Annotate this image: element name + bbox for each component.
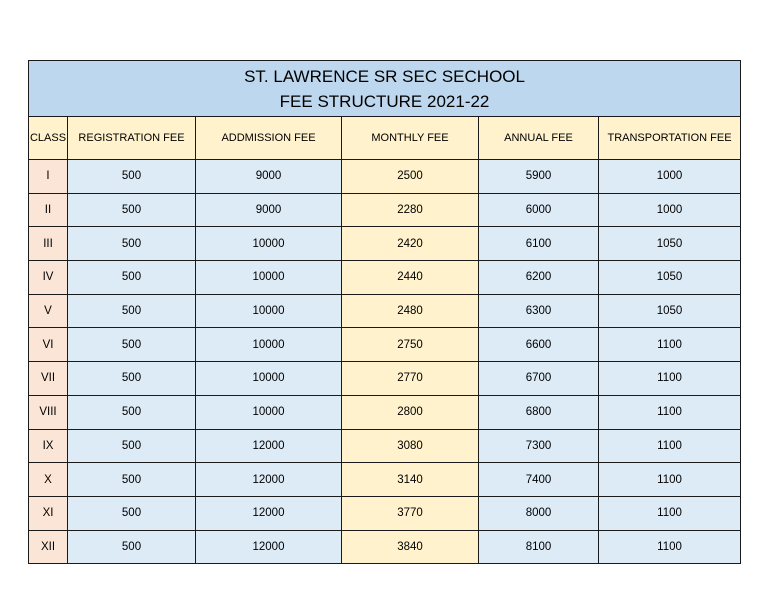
registration-fee-cell: 500 [68,328,196,362]
transportation-fee-cell: 1100 [599,362,741,396]
annual-fee-cell: 8100 [479,530,599,564]
registration-fee-cell: 500 [68,395,196,429]
table-row [29,496,741,530]
registration-fee-cell: 500 [68,496,196,530]
class-cell: I [29,160,68,194]
annual-fee-cell: 8000 [479,496,599,530]
monthly-fee-cell: 3140 [342,463,479,497]
class-cell: IX [29,429,68,463]
table-row [29,193,741,227]
transportation-fee-cell: 1000 [599,160,741,194]
admission-fee-cell: 12000 [196,429,342,463]
annual-fee-cell: 7300 [479,429,599,463]
admission-fee-cell: 10000 [196,261,342,295]
monthly-fee-cell: 3080 [342,429,479,463]
transportation-fee-cell: 1100 [599,530,741,564]
table-row [29,294,741,328]
class-cell: XII [29,530,68,564]
class-cell: II [29,193,68,227]
monthly-fee-cell: 2280 [342,193,479,227]
admission-fee-cell: 10000 [196,328,342,362]
header-registration-fee: REGISTRATION FEE [68,117,196,160]
monthly-fee-cell: 2480 [342,294,479,328]
header-transportation-fee: TRANSPORTATION FEE [599,117,741,160]
monthly-fee-cell: 3840 [342,530,479,564]
transportation-fee-cell: 1100 [599,463,741,497]
title-row [29,61,741,117]
fee-structure-table [28,60,741,564]
table-row [29,362,741,396]
header-row [29,117,741,160]
table-row [29,530,741,564]
admission-fee-cell: 10000 [196,395,342,429]
header-class: CLASS [29,117,68,160]
transportation-fee-cell: 1100 [599,395,741,429]
admission-fee-cell: 9000 [196,160,342,194]
table-body [29,160,741,564]
registration-fee-cell: 500 [68,362,196,396]
annual-fee-cell: 5900 [479,160,599,194]
monthly-fee-cell: 2750 [342,328,479,362]
class-cell: VIII [29,395,68,429]
monthly-fee-cell: 2800 [342,395,479,429]
header-annual-fee: ANNUAL FEE [479,117,599,160]
annual-fee-cell: 6200 [479,261,599,295]
transportation-fee-cell: 1000 [599,193,741,227]
table-row [29,429,741,463]
annual-fee-cell: 6800 [479,395,599,429]
table-row [29,395,741,429]
school-name: ST. LAWRENCE SR SEC SECHOOL [244,66,525,86]
annual-fee-cell: 6000 [479,193,599,227]
table-row [29,261,741,295]
table-row [29,160,741,194]
class-cell: XI [29,496,68,530]
transportation-fee-cell: 1100 [599,328,741,362]
annual-fee-cell: 6100 [479,227,599,261]
admission-fee-cell: 9000 [196,193,342,227]
annual-fee-cell: 6600 [479,328,599,362]
registration-fee-cell: 500 [68,160,196,194]
monthly-fee-cell: 2440 [342,261,479,295]
monthly-fee-cell: 2500 [342,160,479,194]
header-monthly-fee: MONTHLY FEE [342,117,479,160]
admission-fee-cell: 10000 [196,294,342,328]
transportation-fee-cell: 1100 [599,429,741,463]
header-admission-fee: ADDMISSION FEE [196,117,342,160]
registration-fee-cell: 500 [68,530,196,564]
monthly-fee-cell: 2770 [342,362,479,396]
registration-fee-cell: 500 [68,429,196,463]
table-row [29,328,741,362]
class-cell: IV [29,261,68,295]
admission-fee-cell: 12000 [196,496,342,530]
admission-fee-cell: 10000 [196,227,342,261]
registration-fee-cell: 500 [68,227,196,261]
annual-fee-cell: 6700 [479,362,599,396]
annual-fee-cell: 6300 [479,294,599,328]
registration-fee-cell: 500 [68,193,196,227]
fee-structure-year: FEE STRUCTURE 2021-22 [279,91,490,111]
transportation-fee-cell: 1050 [599,227,741,261]
transportation-fee-cell: 1100 [599,496,741,530]
transportation-fee-cell: 1050 [599,294,741,328]
monthly-fee-cell: 2420 [342,227,479,261]
class-cell: V [29,294,68,328]
class-cell: VII [29,362,68,396]
class-cell: VI [29,328,68,362]
table-title [29,61,741,117]
transportation-fee-cell: 1050 [599,261,741,295]
registration-fee-cell: 500 [68,463,196,497]
registration-fee-cell: 500 [68,294,196,328]
table-row [29,227,741,261]
monthly-fee-cell: 3770 [342,496,479,530]
admission-fee-cell: 12000 [196,530,342,564]
class-cell: X [29,463,68,497]
annual-fee-cell: 7400 [479,463,599,497]
admission-fee-cell: 12000 [196,463,342,497]
registration-fee-cell: 500 [68,261,196,295]
class-cell: III [29,227,68,261]
admission-fee-cell: 10000 [196,362,342,396]
table-row [29,463,741,497]
